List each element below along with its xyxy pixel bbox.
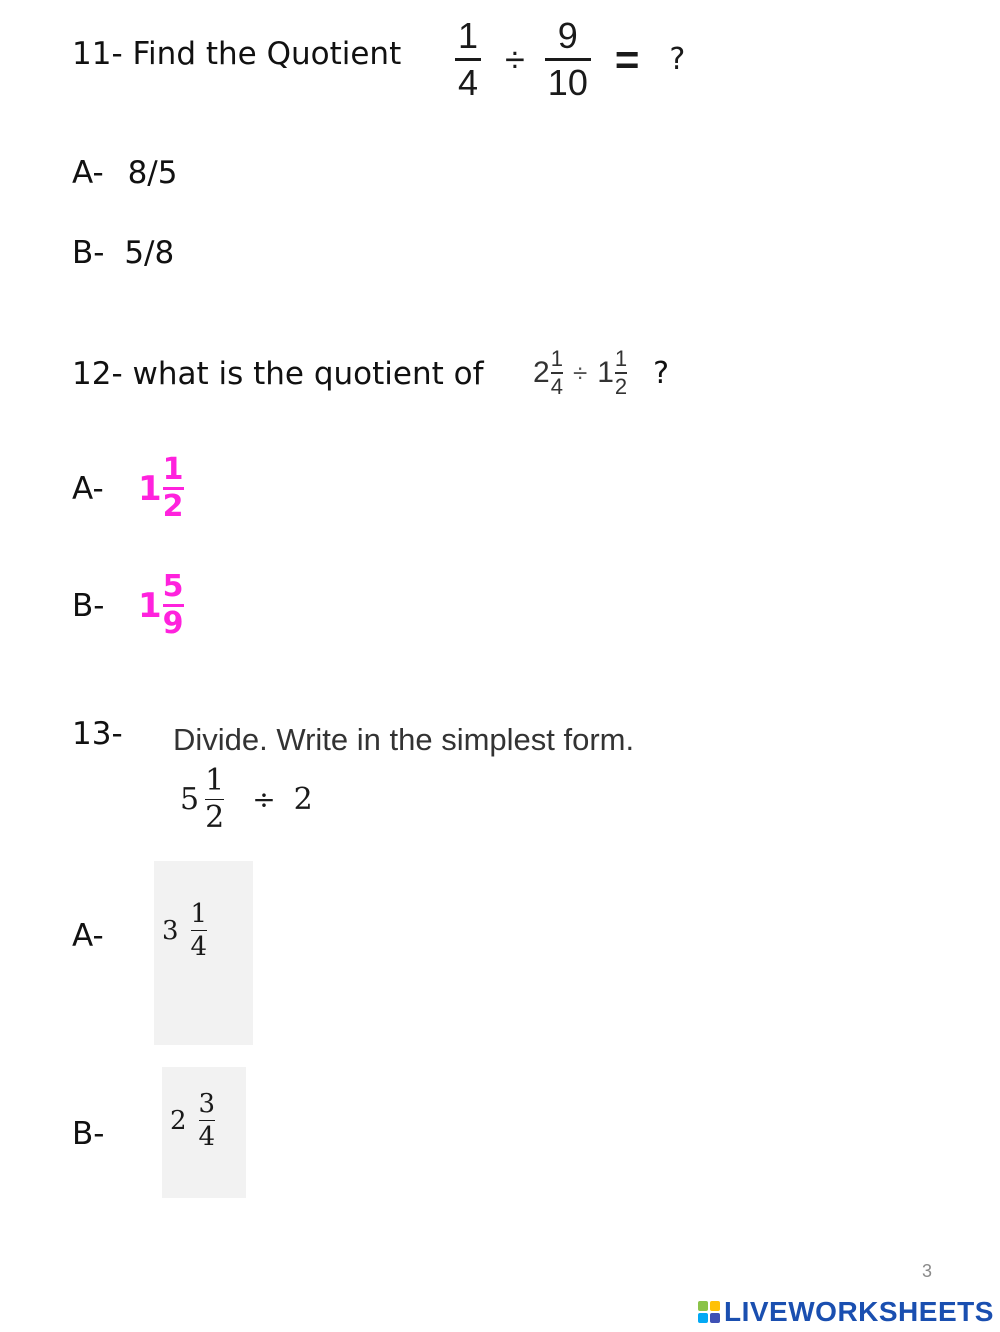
q13-option-a[interactable] [154, 861, 253, 1045]
option-value: 8/5 [127, 155, 178, 191]
liveworksheets-logo[interactable] [698, 1296, 994, 1328]
numerator: 1 [550, 346, 563, 371]
numerator: 1 [162, 452, 184, 487]
equals-sign: = [614, 35, 640, 83]
q11-fraction-a [455, 15, 481, 103]
q11-option-a[interactable] [72, 155, 177, 191]
divide-operator: ÷ [572, 357, 588, 388]
q12-b-fraction [615, 348, 627, 398]
q12-equation [533, 348, 669, 398]
whole-number: 1 [138, 468, 162, 509]
option-mixed-number [138, 569, 184, 641]
question-mark: ? [653, 355, 670, 391]
q13-fraction [205, 763, 225, 835]
denominator: 2 [162, 489, 184, 524]
q13-option-b-letter: B- [72, 1116, 105, 1152]
numerator: 1 [190, 899, 208, 929]
fraction [191, 901, 208, 960]
fraction [162, 569, 184, 641]
q13-divisor: 2 [293, 782, 313, 817]
numerator: 1 [205, 763, 225, 798]
q12-a-fraction [551, 348, 563, 398]
denominator: 9 [162, 606, 184, 641]
q12-option-b[interactable] [72, 569, 184, 641]
option-value: 5/8 [124, 235, 175, 271]
fraction [199, 1091, 216, 1150]
option-letter: A- [72, 470, 104, 507]
divide-operator: ÷ [252, 783, 276, 816]
option-letter: B- [72, 235, 105, 271]
logo-text: LIVEWORKSHEETS [724, 1296, 994, 1327]
q12-label: 12- what is the quotient of [72, 356, 484, 392]
denominator: 4 [190, 932, 208, 962]
q13-option-b[interactable] [162, 1067, 246, 1198]
q12-option-a[interactable] [72, 452, 184, 524]
q13-whole: 5 [180, 782, 200, 817]
option-letter: A- [72, 155, 104, 191]
q11-a-denominator: 4 [458, 62, 479, 103]
q11-equation [455, 15, 686, 103]
fraction-bar [191, 930, 208, 931]
q12-b-whole: 1 [597, 356, 614, 389]
question-mark: ? [669, 42, 686, 77]
q13-option-a-letter: A- [72, 918, 104, 954]
fraction [162, 452, 184, 524]
q13-number: 13- [72, 716, 123, 752]
logo-square [698, 1313, 708, 1323]
q13-instruction: Divide. Write in the simplest form. [173, 722, 635, 757]
denominator: 4 [550, 374, 563, 399]
denominator: 2 [205, 800, 225, 835]
numerator: 5 [162, 569, 184, 604]
q13-equation [180, 763, 313, 835]
option-mixed-number [162, 901, 207, 960]
q11-b-numerator: 9 [557, 15, 578, 56]
divide-operator: ÷ [505, 38, 525, 80]
logo-square [710, 1313, 720, 1323]
q11-b-denominator: 10 [547, 62, 588, 103]
whole-number: 2 [170, 1105, 187, 1136]
option-mixed-number [170, 1091, 215, 1150]
denominator: 2 [614, 374, 628, 399]
logo-squares-icon [698, 1301, 720, 1323]
q11-option-b[interactable] [72, 235, 174, 271]
whole-number: 1 [138, 585, 162, 626]
numerator: 1 [614, 346, 628, 371]
option-mixed-number [138, 452, 184, 524]
fraction-bar [199, 1120, 216, 1121]
logo-square [710, 1301, 720, 1311]
q11-label: 11- Find the Quotient [72, 36, 402, 72]
q11-fraction-b [545, 15, 591, 103]
q11-a-numerator: 1 [458, 15, 479, 56]
whole-number: 3 [162, 915, 179, 946]
q12-a-whole: 2 [533, 356, 550, 389]
denominator: 4 [198, 1122, 216, 1152]
logo-square [698, 1301, 708, 1311]
option-letter: B- [72, 587, 105, 624]
numerator: 3 [198, 1089, 216, 1119]
page-number: 3 [922, 1261, 933, 1281]
